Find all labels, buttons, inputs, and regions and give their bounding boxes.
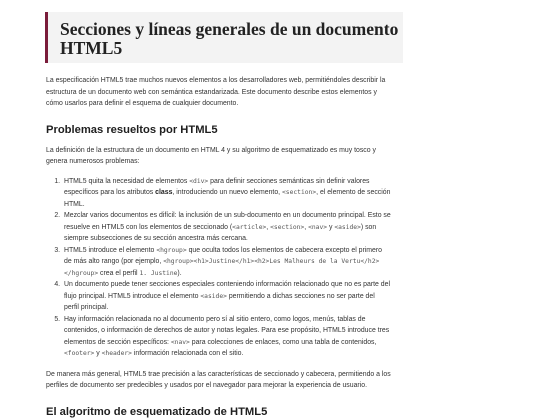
code-article: <article> — [232, 223, 267, 231]
title-banner — [45, 12, 403, 63]
item-text: permitiendo a dichas secciones no ser parte del perfil principal. — [64, 292, 375, 311]
item-text: Mezclar varios documentos es difícil: la inclusión de un sub-documento en un documento principal. Esto se resuelve en HTML5 con los elementos de seccionado ( — [64, 212, 391, 231]
item-bold-class: class — [155, 189, 173, 196]
item-text: información relacionada con el sitio. — [131, 350, 244, 357]
article-content — [46, 75, 391, 419]
list-item — [62, 279, 391, 314]
item-text: y — [94, 350, 102, 357]
item-text: crea el perfil — [98, 269, 140, 277]
item-text: Hay información relacionada no al documento pero sí al sitio entero, como logos, menús, tablas de contenidos, o información de derechos de autor y notas legales. Para ese propósito, HTML5 introduce tres elementos de sección específicos: — [64, 315, 390, 346]
code-footer: <footer> — [64, 350, 95, 357]
closing-paragraph: De manera más general, HTML5 trae precisión a las características de seccionado y cabecera, permitiendo a los perfiles de documento ser predecibles y usados por el navegador para mejorar la experiencia de usuario. — [46, 370, 391, 389]
code-outline-result: 1. Justine — [139, 269, 178, 277]
item-text: HTML5 introduce el elemento — [64, 246, 157, 254]
code-nav: <nav> — [308, 223, 328, 231]
item-text: ). — [177, 269, 182, 277]
code-aside: <aside> — [200, 292, 227, 300]
definition-paragraph: La definición de la estructura de un documento en HTML 4 y su algoritmo de esquematizado es muy tosco y genera numerosos problemas: — [46, 146, 376, 165]
page-title: Secciones y líneas generales de un documento HTML5 — [60, 19, 399, 58]
item-text: HTML5 quita la necesidad de elementos — [64, 177, 190, 185]
list-item — [62, 210, 391, 245]
list-item — [62, 245, 391, 280]
item-text: , introduciendo un nuevo elemento, — [172, 189, 282, 196]
code-nav: <nav> — [170, 338, 190, 346]
code-section: <section> — [281, 189, 317, 196]
item-text: ) son siempre subsecciones de su sección ancestra más cercana. — [64, 223, 377, 242]
code-div: <div> — [189, 177, 209, 185]
item-text: , el elemento de sección HTML. — [64, 189, 391, 208]
list-item — [62, 314, 391, 360]
item-text: y — [327, 223, 335, 231]
section-heading-problems: Problemas resueltos por HTML5 — [46, 123, 218, 136]
item-text: , — [266, 223, 271, 231]
code-section: <section> — [270, 223, 305, 231]
code-hgroup: <hgroup> — [156, 246, 187, 254]
item-text: Un documento puede tener secciones especiales conteniendo información relacionado que no es parte del flujo principal. HTML5 introduce el elemento — [64, 281, 390, 300]
problems-list — [46, 176, 391, 360]
code-header: <header> — [101, 350, 132, 357]
section-heading-algorithm: El algoritmo de esquematizado de HTML5 — [46, 405, 268, 418]
list-item — [62, 176, 391, 211]
item-text: que oculta todos los elementos de cabecera excepto el primero de más alto rango (por ejemplo, — [64, 246, 383, 265]
code-aside: <aside> — [334, 223, 361, 231]
item-text: para colecciones de enlaces, como una tabla de contenidos, — [189, 338, 377, 346]
intro-paragraph: La especificación HTML5 trae muchos nuevos elementos a los desarrolladores web, permitiéndoles describir la estructura de un documento web con semántica estandarizada. Este documento describe estos elementos y cómo usarlos para definir el esquema de cualquier documento. — [46, 77, 386, 107]
code-hgroup-example: <hgroup><h1>Justine</h1><h2>Les Malheurs de la Vertu</h2></hgroup> — [64, 258, 380, 277]
item-text: para definir secciones semánticas sin definir valores específicos para los atributos — [64, 177, 370, 196]
item-text: , — [304, 223, 309, 231]
